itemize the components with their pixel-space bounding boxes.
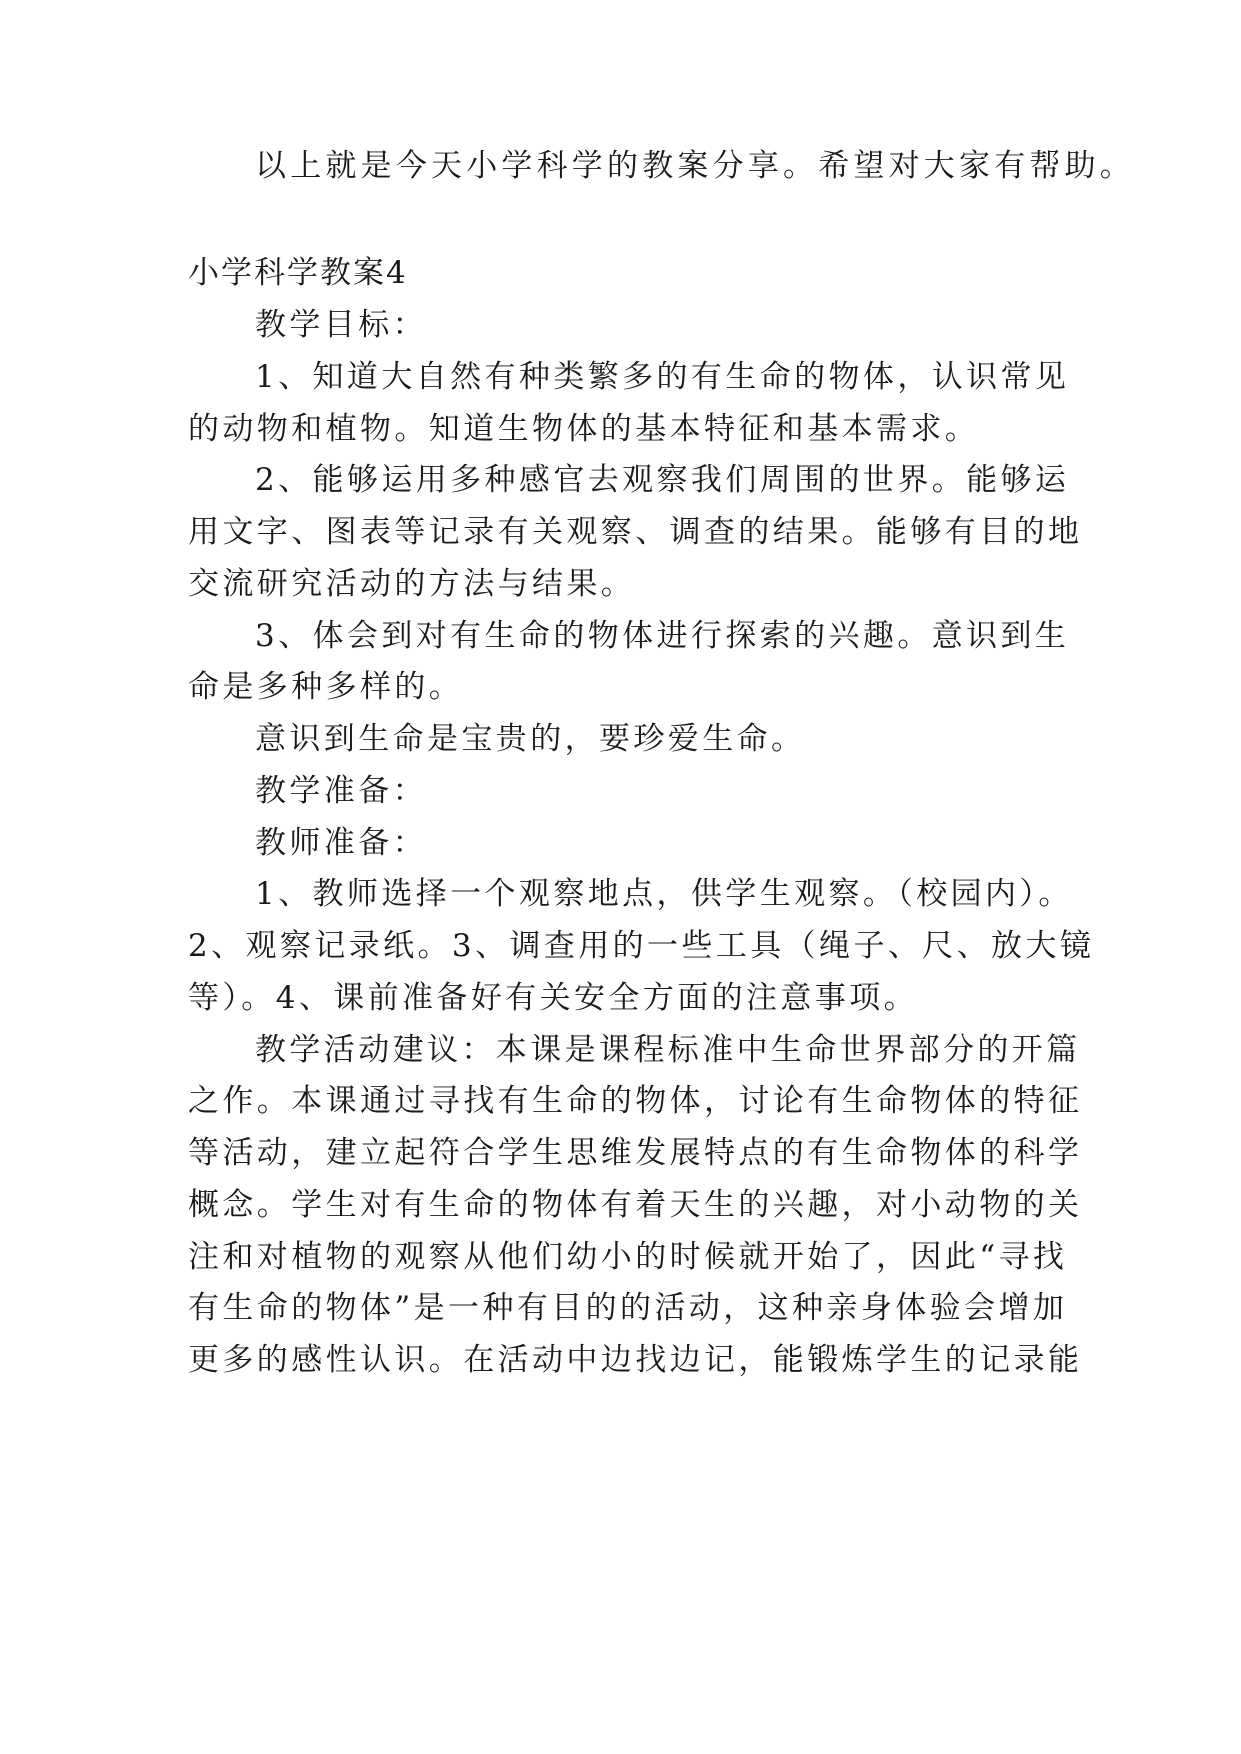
paragraph-line: 等活动，建立起符合学生思维发展特点的有生命物体的科学 [188, 1135, 1083, 1171]
paragraph-line: 1、教师选择一个观察地点，供学生观察。（校园内）。 [255, 876, 1073, 912]
paragraph-line: 更多的感性认识。在活动中边找边记，能锻炼学生的记录能 [188, 1342, 1083, 1378]
paragraph-line: 2、能够运用多种感官去观察我们周围的世界。能够运 [255, 462, 1070, 498]
closing-sentence: 以上就是今天小学科学的教案分享。希望对大家有帮助。 [255, 148, 1135, 184]
paragraph-line: 注和对植物的观察从他们幼小的时候就开始了，因此“寻找 [188, 1239, 1068, 1275]
paragraph-line: 1、知道大自然有种类繁多的有生命的物体，认识常见 [255, 359, 1070, 395]
paragraph-line: 的动物和植物。知道生物体的基本特征和基本需求。 [188, 411, 980, 447]
paragraph-line: 交流研究活动的方法与结果。 [188, 566, 636, 602]
objectives-heading: 教学目标： [255, 307, 427, 343]
paragraph-line: 之作。本课通过寻找有生命的物体，讨论有生命物体的特征 [188, 1083, 1083, 1119]
paragraph-line: 意识到生命是宝贵的，要珍爱生命。 [255, 721, 806, 757]
section-title: 小学科学教案4 [188, 255, 408, 291]
paragraph-line: 用文字、图表等记录有关观察、调查的结果。能够有目的地 [188, 514, 1083, 550]
paragraph-line: 教学活动建议：本课是课程标准中生命世界部分的开篇 [255, 1032, 1081, 1068]
paragraph-line: 命是多种多样的。 [188, 669, 464, 705]
prep-heading: 教学准备： [255, 773, 427, 809]
paragraph-line: 有生命的物体”是一种有目的的活动，这种亲身体验会增加 [188, 1290, 1068, 1326]
paragraph-line: 概念。学生对有生命的物体有着天生的兴趣，对小动物的关 [188, 1187, 1083, 1223]
paragraph-line: 3、体会到对有生命的物体进行探索的兴趣。意识到生 [255, 618, 1070, 654]
paragraph-line: 2、观察记录纸。3、调查用的一些工具（绳子、尺、放大镜 [188, 928, 1095, 964]
paragraph-line: 等）。4、课前准备好有关安全方面的注意事项。 [188, 980, 919, 1016]
teacher-prep-heading: 教师准备： [255, 825, 427, 861]
